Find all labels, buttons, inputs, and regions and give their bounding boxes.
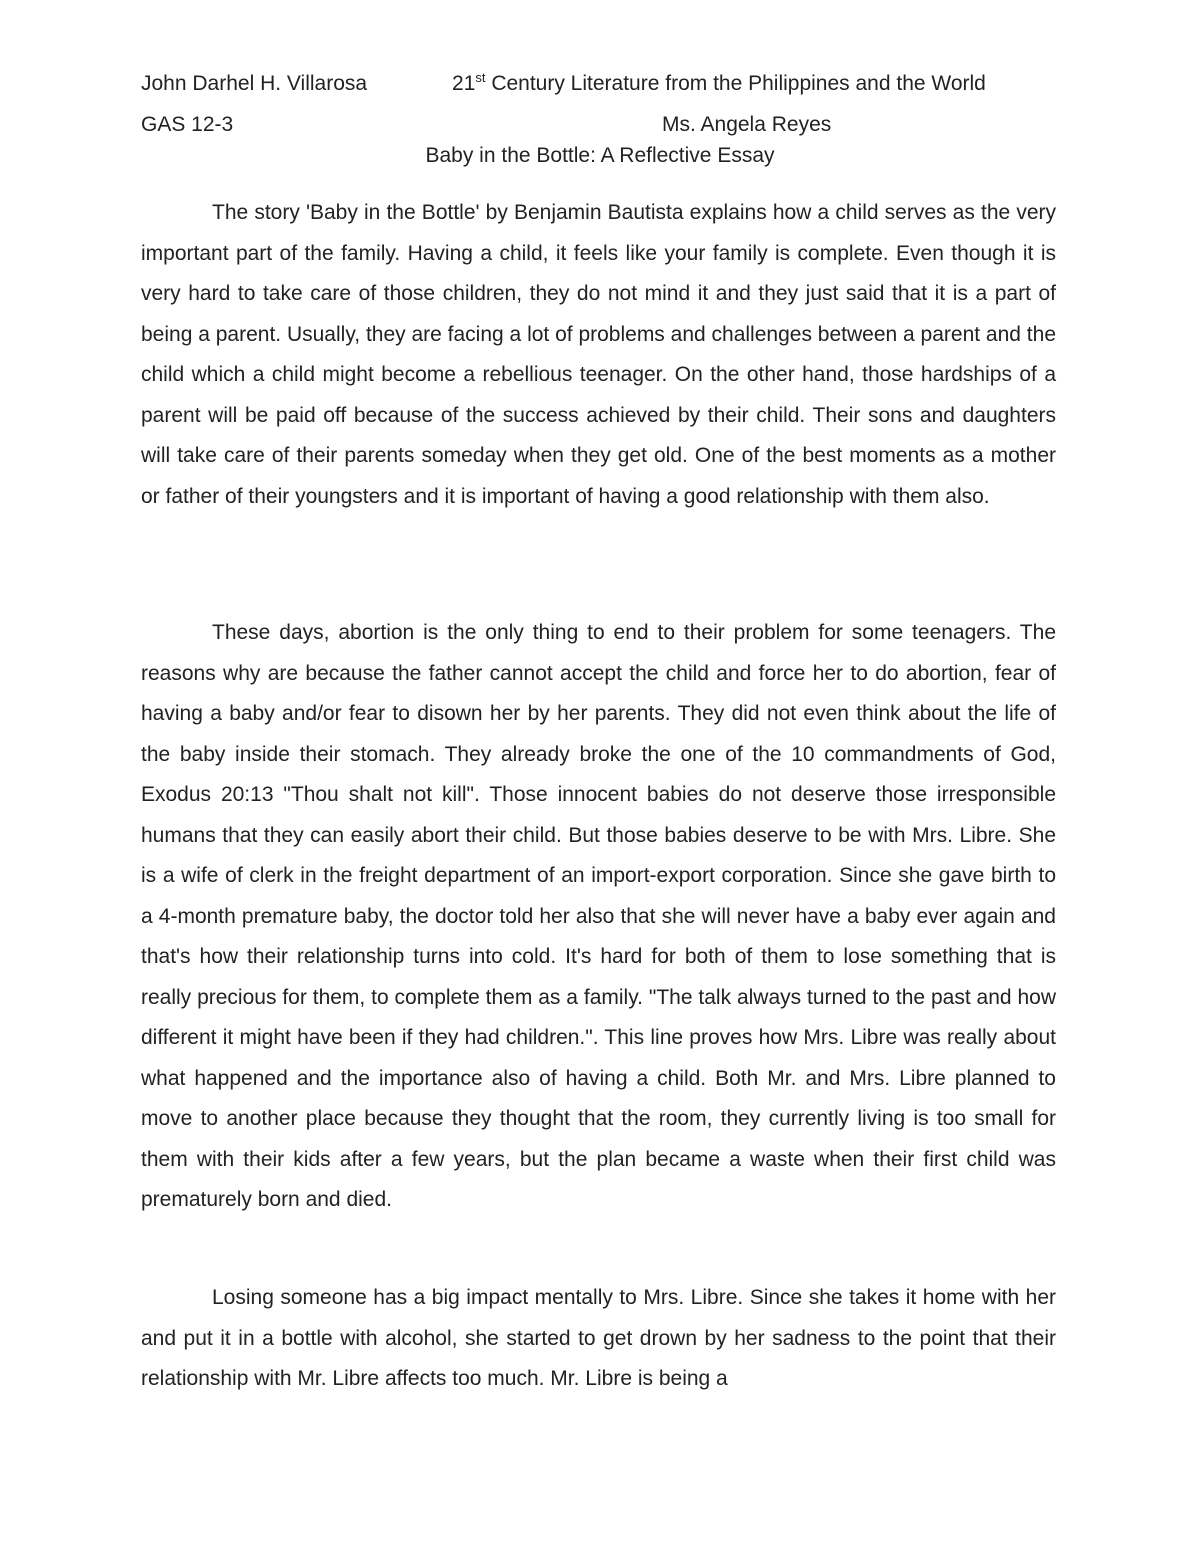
essay-paragraph-3-block — [141, 1278, 1056, 1400]
essay-title: Baby in the Bottle: A Reflective Essay — [425, 144, 775, 167]
class-section: GAS 12-3 — [141, 113, 234, 136]
course-name: Century Literature from the Philippines and the World — [485, 72, 986, 95]
essay-paragraph: These days, abortion is the only thing to end to their problem for some teenagers. The reasons why are because the father cannot accept the child and force her to do abortion, fear of having a baby and/or fear to disown her by her parents. They did not even think about the life of the baby inside their stomach. They already broke the one of the 10 commandments of God, Exodus 20:13 "Thou shalt not kill". Those innocent babies do not deserve those irresponsible humans that they can easily abort their child. But those babies deserve to be with Mrs. Libre. She is a wife of clerk in the freight department of an import-export corporation. Since she gave birth to a 4-month premature baby, the doctor told her also that she will never have a baby ever again and that's how their relationship turns into cold. It's hard for both of them to lose something that is really precious for them, to complete them as a family. "The talk always turned to the past and how different it might have been if they had children.". This line proves how Mrs. Libre was really about what happened and the importance also of having a child. Both Mr. and Mrs. Libre planned to move to another place because they thought that the room, they currently living is too small for them with their kids after a few years, but the plan became a waste when their first child was prematurely born and died. — [141, 621, 1056, 1211]
course-ordinal-suffix: st — [475, 70, 486, 85]
essay-paragraph: Losing someone has a big impact mentally to Mrs. Libre. Since she takes it home with her and put it in a bottle with alcohol, she started to get drown by her sadness to the point that their relationship with Mr. Libre affects too much. Mr. Libre is being a — [141, 1286, 1056, 1390]
course-number: 21 — [452, 72, 476, 95]
essay-paragraph-1-block — [141, 193, 1056, 517]
essay-paragraph-2-block — [141, 613, 1056, 1221]
course-title — [452, 71, 986, 97]
author-name: John Darhel H. Villarosa — [141, 72, 368, 95]
essay-paragraph: The story 'Baby in the Bottle' by Benjamin Bautista explains how a child serves as the very important part of the family. Having a child, it feels like your family is complete. Even though it is very hard to take care of those children, they do not mind it and they just said that it is a part of being a parent. Usually, they are facing a lot of problems and challenges between a parent and the child which a child might become a rebellious teenager. On the other hand, those hardships of a parent will be paid off because of the success achieved by their child. Their sons and daughters will take care of their parents someday when they get old. One of the best moments as a mother or father of their youngsters and it is important of having a good relationship with them also. — [141, 201, 1056, 508]
teacher-name: Ms. Angela Reyes — [662, 113, 832, 136]
